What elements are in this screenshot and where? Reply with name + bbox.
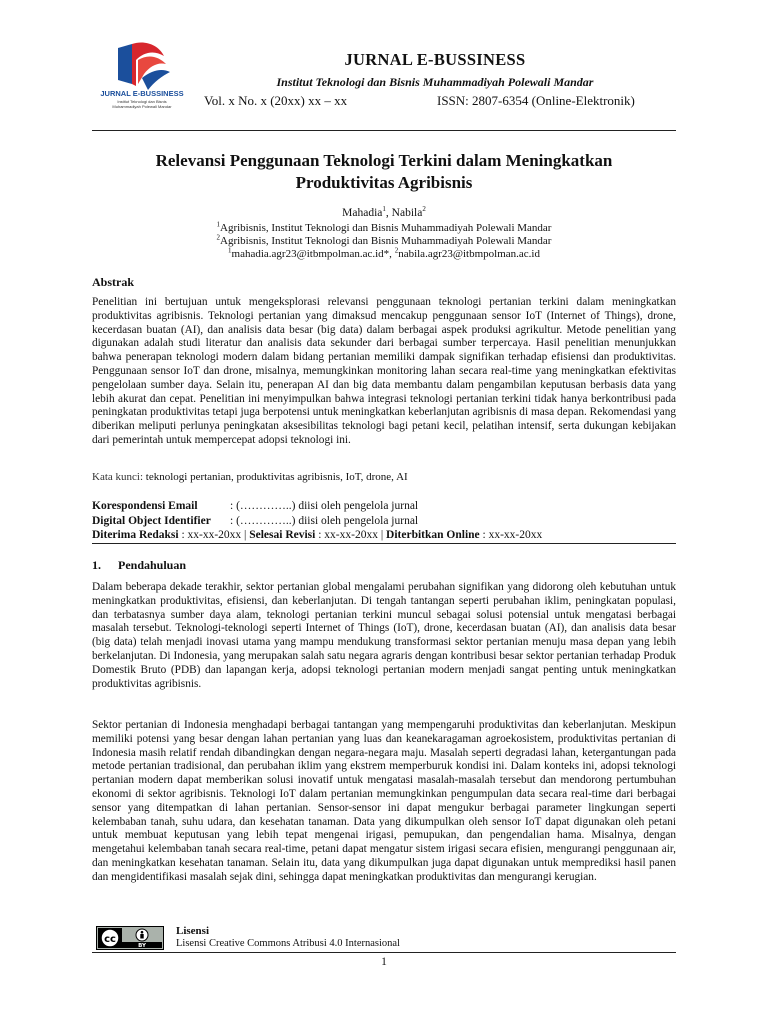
paper-title-line: Produktivitas Agribisnis bbox=[295, 173, 473, 192]
email-link[interactable]: mahadia.agr23@itbmpolman.ac.id*, bbox=[231, 248, 395, 260]
abstract-heading: Abstrak bbox=[92, 275, 135, 289]
keywords-value: teknologi pertanian, produktivitas agribisnis, IoT, drone, AI bbox=[145, 471, 408, 483]
affiliation-superscript: 1 bbox=[216, 220, 221, 229]
correspondence-row bbox=[92, 514, 676, 529]
published-label: Diterbitkan Online bbox=[386, 529, 480, 541]
received-value: : xx-xx-20xx | bbox=[178, 529, 250, 541]
affiliation-text: Agribisnis, Institut Teknologi dan Bisnis Muhammadiyah Polewali Mandar bbox=[220, 222, 552, 234]
correspondence-row bbox=[92, 499, 676, 514]
correspondence-block bbox=[92, 499, 676, 543]
volume-info: Vol. x No. x (20xx) xx – xx bbox=[204, 93, 348, 108]
logo-subtext: Muhammadiyah Polewali Mandar bbox=[112, 104, 172, 109]
cc-by-icon bbox=[96, 926, 164, 950]
author-name: Nabila bbox=[391, 207, 423, 219]
dates-divider bbox=[92, 543, 676, 544]
published-value: : xx-xx-20xx bbox=[479, 529, 543, 541]
author-superscript: 2 bbox=[422, 205, 426, 214]
author-emails bbox=[92, 248, 676, 261]
journal-logo-mark bbox=[92, 38, 192, 110]
by-label: BY bbox=[138, 943, 146, 949]
license-text[interactable]: Lisensi Creative Commons Atribusi 4.0 Internasional bbox=[176, 938, 400, 949]
revised-value: : xx-xx-20xx | bbox=[315, 529, 387, 541]
cc-license-badge[interactable] bbox=[96, 926, 164, 950]
keywords-label: Kata kunci: bbox=[92, 471, 146, 483]
author-list bbox=[92, 207, 676, 219]
paper-title-line: Relevansi Penggunaan Teknologi Terkini dalam Meningkatkan bbox=[155, 151, 613, 170]
logo-text: JURNAL E-BUSSINESS bbox=[100, 89, 184, 98]
dates-row bbox=[92, 528, 676, 543]
header-divider bbox=[92, 130, 676, 131]
section-number: 1. bbox=[92, 558, 101, 572]
footer-divider bbox=[92, 952, 676, 953]
issn-info: ISSN: 2807-6354 (Online-Elektronik) bbox=[437, 93, 635, 108]
institution-name: Institut Teknologi dan Bisnis Muhammadiyah Polewali Mandar bbox=[276, 75, 594, 89]
section-heading bbox=[92, 558, 186, 573]
paper-title bbox=[92, 150, 676, 194]
license-title: Lisensi bbox=[176, 925, 210, 937]
email-superscript: 1 bbox=[228, 246, 232, 255]
doi-label: Digital Object Identifier bbox=[92, 514, 211, 527]
author-separator: , bbox=[385, 207, 392, 219]
body-paragraph: Dalam beberapa dekade terakhir, sektor pertanian global mengalami perubahan signifikan yang didorong oleh kebutuhan untuk meningkatkan produktivitas, efisiensi, dan keberlanjutan. Di tengah tantangan seperti perubahan iklim, peningkatan populasi, dan terbatasnya sumber daya alam, teknologi pertanian terkini muncul sebagai solusi potensial untuk mengatasi berbagai masalah tersebut. Teknologi-teknologi seperti Internet of Things (IoT), drone, kecerdasan buatan (AI), dan analisis data besar (big data) telah menjadi inovasi utama yang mampu mendukung transformasi sektor pertanian menuju masa depan yang lebih berkelanjutan. Di Indonesia, yang merupakan salah satu negara agraris dengan kontribusi besar sektor pertanian terhadap Produk Domestik Bruto (PDB) dan lapangan kerja, adopsi teknologi pertanian modern menjadi sangat penting untuk meningkatkan produktivitas agribisnis. bbox=[92, 581, 676, 690]
received-label: Diterima Redaksi bbox=[92, 529, 179, 541]
doi-value: : (…………..) diisi oleh pengelola jurnal bbox=[230, 514, 419, 527]
logo-subtext: Institut Teknologi dan Bisnis bbox=[117, 99, 167, 104]
email-link[interactable]: nabila.agr23@itbmpolman.ac.id bbox=[398, 248, 540, 260]
author-name: Mahadia bbox=[342, 207, 383, 219]
affiliation bbox=[92, 222, 676, 235]
journal-logo bbox=[92, 38, 192, 110]
cc-label: cc bbox=[104, 934, 116, 945]
section-title: Pendahuluan bbox=[118, 558, 187, 572]
journal-title: JURNAL E-BUSSINESS bbox=[344, 50, 526, 69]
affiliation-text: Agribisnis, Institut Teknologi dan Bisnis Muhammadiyah Polewali Mandar bbox=[220, 235, 552, 247]
email-superscript: 2 bbox=[394, 246, 399, 255]
revised-label: Selesai Revisi bbox=[249, 529, 316, 541]
affiliation bbox=[92, 235, 676, 248]
author-superscript: 1 bbox=[382, 205, 386, 214]
keywords bbox=[92, 471, 676, 483]
affiliation-superscript: 2 bbox=[216, 233, 221, 242]
page-number: 1 bbox=[381, 956, 387, 968]
correspondence-email-label: Korespondensi Email bbox=[92, 500, 198, 512]
body-paragraph: Sektor pertanian di Indonesia menghadapi berbagai tantangan yang mempengaruhi produktivitas dan keberlanjutan. Meskipun memiliki potensi yang besar dengan lahan pertanian yang luas dan keanekaragaman agroekosistem, produktivitas pertanian di Indonesia masih relatif rendah dibandingkan dengan negara-negara maju. Masalah seperti degradasi lahan, ketergantungan pada metode pertanian tradisional, dan perubahan iklim yang ekstrem memperburuk kondisi ini. Dalam konteks ini, adopsi teknologi pertanian modern dapat memberikan solusi inovatif untuk mengatasi masalah-masalah tersebut dan mendorong pertumbuhan ekonomi di sektor agribisnis. Teknologi IoT dalam pertanian memungkinkan pengumpulan data secara real-time dari berbagai sensor yang ditempatkan di lahan pertanian. Sensor-sensor ini dapat mengukur berbagai parameter lingkungan seperti kelembaban tanah, suhu udara, dan kesehatan tanaman. Data yang dikumpulkan oleh sensor IoT dapat digunakan oleh petani untuk membuat keputusan yang lebih tepat mengenai irigasi, pemupukan, dan pengendalian hama. Misalnya, dengan mengetahui kelembaban tanah secara real-time, petani dapat mengatur sistem irigasi secara efisien, mengurangi penggunaan air, dan meningkatkan kesehatan tanaman. Selain itu, data yang dikumpulkan juga dapat digunakan untuk memprediksi hasil panen dan mengidentifikasi masalah sejak dini, sehingga dapat meningkatkan produktivitas dan mengurangi kerugian. bbox=[92, 719, 676, 883]
correspondence-email-value: : (…………..) diisi oleh pengelola jurnal bbox=[230, 500, 419, 512]
abstract-text: Penelitian ini bertujuan untuk mengeksplorasi relevansi penggunaan teknologi pertanian terkini dalam meningkatkan produktivitas agribisnis. Teknologi pertanian yang dimaksud mencakup penggunaan sensor IoT (Internet of Things), drone, kecerdasan buatan (AI), dan analisis data besar (big data) dalam berbagai aspek produksi agrikultur. Metode penelitian yang digunakan adalah studi literatur dan analisis data sekunder dari berbagai sumber terpercaya. Hasil penelitian menunjukkan bahwa penerapan teknologi modern dalam bidang pertanian memiliki dampak signifikan terhadap efisiensi dan produktivitas. Penggunaan sensor IoT dan drone, misalnya, memungkinkan monitoring lahan secara real-time yang meningkatkan efektivitas pengelolaan sumber daya. Selain itu, penerapan AI dan big data membantu dalam pengambilan keputusan berbasis data yang lebih akurat dan cepat. Penelitian ini menyimpulkan bahwa integrasi teknologi pertanian terkini tidak hanya berkontribusi pada peningkatan produktivitas tetapi juga berpotensi untuk meningkatkan keberlanjutan agribisnis di masa depan. Rekomendasi yang diberikan meliputi perlunya peningkatan aksesibilitas teknologi bagi petani kecil, pelatihan intensif, serta dukungan kebijakan dari pemerintah untuk mempercepat adopsi teknologi ini. bbox=[92, 296, 676, 446]
